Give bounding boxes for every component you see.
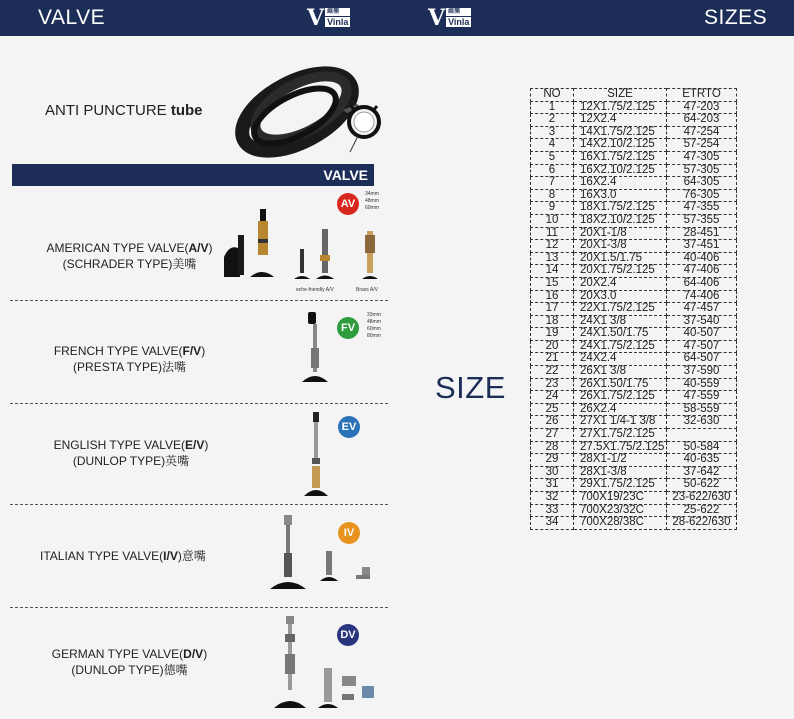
table-row	[531, 290, 737, 303]
tube-label: ANTI PUNCTURE tube	[45, 102, 203, 119]
row-size: 16X1.75/2.125	[574, 151, 667, 164]
row-no: 24	[531, 391, 574, 404]
row-etrto: 58-559	[667, 403, 737, 416]
row-size: 26X1.50/1.75	[574, 378, 667, 391]
row-no: 19	[531, 328, 574, 341]
row-size: 24X1 3/8	[574, 315, 667, 328]
table-row	[531, 441, 737, 454]
table-row	[531, 227, 737, 240]
row-etrto: 47-305	[667, 151, 737, 164]
row-no: 17	[531, 303, 574, 316]
row-size: 14X2.10/2.125	[574, 139, 667, 152]
row-etrto: 47-507	[667, 340, 737, 353]
table-row	[531, 504, 737, 517]
row-etrto: 32-630	[667, 416, 737, 429]
row-etrto: 64-203	[667, 114, 737, 127]
brand-logo: V 維樂 Vinla	[307, 5, 349, 31]
row-no: 9	[531, 202, 574, 215]
row-etrto: 47-355	[667, 202, 737, 215]
row-no: 21	[531, 353, 574, 366]
row-etrto: 57-254	[667, 139, 737, 152]
row-no: 31	[531, 479, 574, 492]
row-no: 6	[531, 164, 574, 177]
row-etrto: 57-355	[667, 214, 737, 227]
row-no: 3	[531, 126, 574, 139]
row-size: 12X2.4	[574, 114, 667, 127]
brass-av-caption: Brass A/V	[356, 287, 378, 293]
av-lengths: 34mm 48mm 60mm	[365, 191, 379, 211]
row-etrto: 47-406	[667, 265, 737, 278]
table-row	[531, 252, 737, 265]
row-no: 13	[531, 252, 574, 265]
col-header-etrto: ETRTO	[667, 89, 737, 102]
table-row	[531, 277, 737, 290]
row-etrto: 28-622/630	[667, 517, 737, 530]
row-etrto: 25-622	[667, 504, 737, 517]
row-no: 16	[531, 290, 574, 303]
table-row	[531, 126, 737, 139]
row-etrto: 40-559	[667, 378, 737, 391]
row-size: 18X1.75/2.125	[574, 202, 667, 215]
valve-item-italian: ITALIAN TYPE VALVE(I/V)意嘴	[40, 549, 206, 563]
row-etrto: 37-590	[667, 366, 737, 379]
table-row	[531, 240, 737, 253]
row-etrto: 37-451	[667, 240, 737, 253]
row-no: 18	[531, 315, 574, 328]
row-etrto: 47-559	[667, 391, 737, 404]
row-etrto: 47-457	[667, 303, 737, 316]
table-row	[531, 328, 737, 341]
table-row	[531, 378, 737, 391]
row-no: 14	[531, 265, 574, 278]
row-no: 27	[531, 429, 574, 442]
row-etrto: 47-203	[667, 101, 737, 114]
divider	[10, 300, 388, 301]
valve-item-french: FRENCH TYPE VALVE(F/V) (PRESTA TYPE)法嘴	[53, 344, 206, 374]
table-row	[531, 517, 737, 530]
row-size: 27X1 1/4-1 3/8	[574, 416, 667, 429]
row-size: 700X23/32C	[574, 504, 667, 517]
brand-logo-2: V 維樂 Vinla	[428, 5, 470, 31]
table-row	[531, 265, 737, 278]
row-no: 33	[531, 504, 574, 517]
table-row	[531, 454, 737, 467]
tube-image	[225, 50, 395, 160]
table-row	[531, 429, 737, 442]
row-size: 16X2.4	[574, 177, 667, 190]
table-row	[531, 479, 737, 492]
row-size: 24X2.4	[574, 353, 667, 366]
row-size: 27.5X1.75/2.125	[574, 441, 667, 454]
row-no: 34	[531, 517, 574, 530]
row-size: 24X1.50/1.75	[574, 328, 667, 341]
valve-item-american: AMERICAN TYPE VALVE(A/V) (SCHRADER TYPE)美嘴	[46, 241, 213, 271]
row-size: 26X1.75/2.125	[574, 391, 667, 404]
row-no: 32	[531, 492, 574, 505]
sizes-header-title: SIZES	[704, 6, 768, 29]
row-no: 10	[531, 214, 574, 227]
row-etrto: 47-254	[667, 126, 737, 139]
valve-header-title: VALVE	[38, 6, 106, 29]
row-no: 7	[531, 177, 574, 190]
valve-item-german: GERMAN TYPE VALVE(D/V) (DUNLOP TYPE)德嘴	[51, 647, 208, 677]
row-size: 27X1.75/2.125	[574, 429, 667, 442]
french-valve-image	[300, 308, 330, 384]
table-row	[531, 214, 737, 227]
col-header-size: SIZE	[574, 89, 667, 102]
row-etrto: 37-540	[667, 315, 737, 328]
american-valve-image	[222, 205, 382, 285]
av-badge: AV	[337, 193, 359, 215]
divider	[10, 403, 388, 404]
row-etrto: 64-406	[667, 277, 737, 290]
row-etrto: 64-305	[667, 177, 737, 190]
size-heading: SIZE	[435, 370, 506, 405]
row-no: 26	[531, 416, 574, 429]
dv-badge: DV	[337, 624, 359, 646]
italian-valve-image	[268, 513, 378, 591]
row-size: 20X1.75/2.125	[574, 265, 667, 278]
row-no: 20	[531, 340, 574, 353]
row-size: 18X2.10/2.125	[574, 214, 667, 227]
row-size: 20X1-1/8	[574, 227, 667, 240]
table-row	[531, 340, 737, 353]
table-row	[531, 151, 737, 164]
row-etrto: 64-507	[667, 353, 737, 366]
table-row	[531, 114, 737, 127]
table-row	[531, 189, 737, 202]
header-bar	[0, 0, 794, 36]
row-no: 11	[531, 227, 574, 240]
row-size: 20X2.4	[574, 277, 667, 290]
row-no: 8	[531, 189, 574, 202]
row-no: 1	[531, 101, 574, 114]
row-size: 700X28/38C	[574, 517, 667, 530]
row-no: 22	[531, 366, 574, 379]
table-row	[531, 139, 737, 152]
row-no: 29	[531, 454, 574, 467]
row-no: 5	[531, 151, 574, 164]
iv-badge: IV	[338, 522, 360, 544]
row-no: 23	[531, 378, 574, 391]
row-etrto	[667, 429, 737, 442]
row-etrto: 76-305	[667, 189, 737, 202]
row-size: 29X1.75/2.125	[574, 479, 667, 492]
table-row	[531, 366, 737, 379]
row-size: 26X1 3/8	[574, 366, 667, 379]
row-size: 16X2.10/2.125	[574, 164, 667, 177]
german-valve-image	[272, 614, 384, 710]
fv-lengths: 33mm 48mm 60mm 80mm	[367, 312, 381, 339]
row-size: 26X2.4	[574, 403, 667, 416]
row-etrto: 50-584	[667, 441, 737, 454]
row-etrto: 40-507	[667, 328, 737, 341]
table-row	[531, 492, 737, 505]
row-no: 2	[531, 114, 574, 127]
row-size: 28X1-1/2	[574, 454, 667, 467]
table-row	[531, 353, 737, 366]
row-no: 12	[531, 240, 574, 253]
table-row	[531, 466, 737, 479]
row-etrto: 40-406	[667, 252, 737, 265]
row-etrto: 74-406	[667, 290, 737, 303]
row-size: 700X19/23C	[574, 492, 667, 505]
row-size: 28X1-3/8	[574, 466, 667, 479]
table-row	[531, 391, 737, 404]
col-header-no: NO	[531, 89, 574, 102]
row-no: 30	[531, 466, 574, 479]
row-etrto: 50-622	[667, 479, 737, 492]
table-row	[531, 303, 737, 316]
table-row	[531, 101, 737, 114]
row-size: 12X1.75/2.125	[574, 101, 667, 114]
table-row	[531, 177, 737, 190]
row-etrto: 23-622/630	[667, 492, 737, 505]
row-no: 28	[531, 441, 574, 454]
table-row	[531, 416, 737, 429]
ev-badge: EV	[338, 416, 360, 438]
table-row	[531, 403, 737, 416]
row-no: 15	[531, 277, 574, 290]
valve-section-title: VALVE	[12, 164, 374, 186]
row-size: 16X3.0	[574, 189, 667, 202]
english-valve-image	[302, 410, 332, 498]
row-etrto: 57-305	[667, 164, 737, 177]
fv-badge: FV	[337, 317, 359, 339]
row-no: 25	[531, 403, 574, 416]
table-row	[531, 164, 737, 177]
row-size: 22X1.75/2.125	[574, 303, 667, 316]
size-table	[530, 88, 737, 530]
size-table-header	[531, 89, 737, 102]
row-etrto: 40-635	[667, 454, 737, 467]
row-size: 20X3.0	[574, 290, 667, 303]
row-etrto: 37-642	[667, 466, 737, 479]
row-etrto: 28-451	[667, 227, 737, 240]
valve-item-english: ENGLISH TYPE VALVE(E/V) (DUNLOP TYPE)英嘴	[53, 438, 209, 468]
table-row	[531, 202, 737, 215]
row-size: 14X1.75/2.125	[574, 126, 667, 139]
row-size: 20X1.5/1.75	[574, 252, 667, 265]
table-row	[531, 315, 737, 328]
divider	[10, 504, 388, 505]
row-size: 24X1.75/2.125	[574, 340, 667, 353]
eco-av-caption: eche-friendly A/V	[296, 287, 334, 293]
row-no: 4	[531, 139, 574, 152]
divider	[10, 607, 388, 608]
row-size: 20X1-3/8	[574, 240, 667, 253]
